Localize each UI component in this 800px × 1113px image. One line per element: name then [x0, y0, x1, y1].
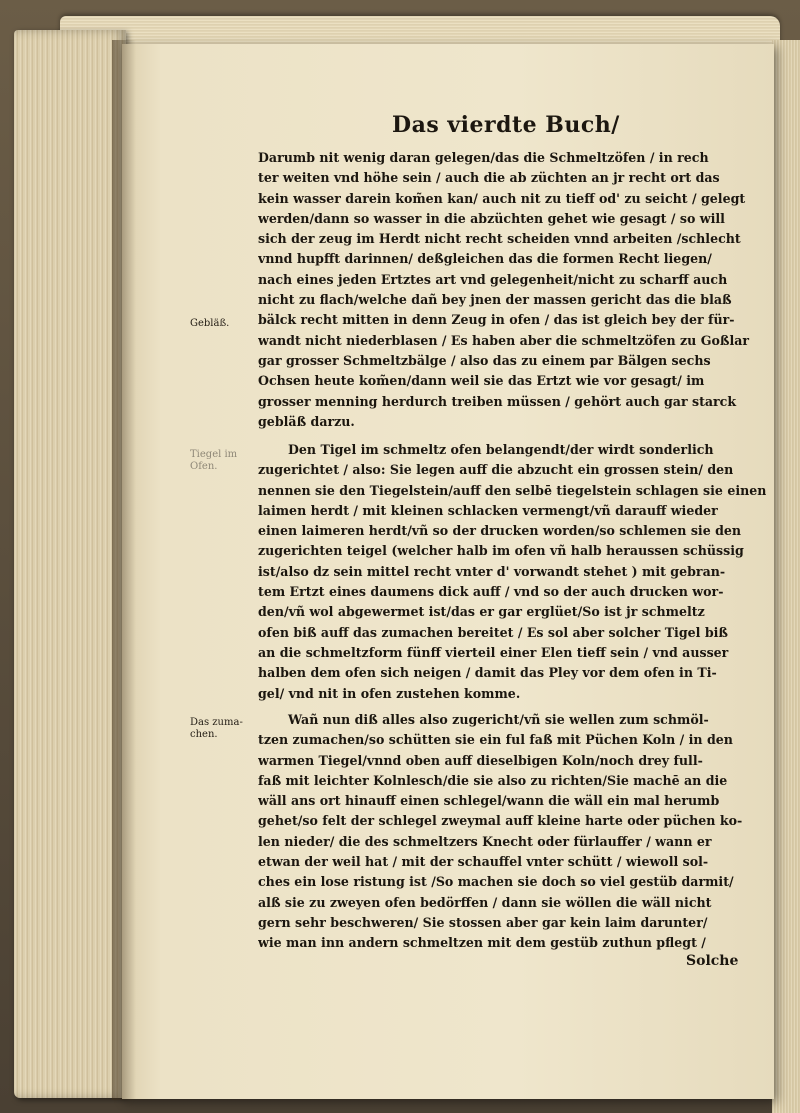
text-line: bälck recht mitten in denn Zeug in ofen / das ist gleich bey der für-: [258, 312, 735, 328]
text-line: Den Tigel im schmeltz ofen belangendt/der wirdt sonderlich: [288, 442, 714, 457]
book-right-edge: [772, 40, 800, 1113]
text-line: ter weiten vnd höhe sein / auch die ab züchten an jr recht ort das: [258, 170, 720, 186]
text-line: wandt nicht niederblasen / Es haben aber die schmeltzöfen zu Goßlar: [258, 332, 750, 348]
text-line: gehet/so felt der schlegel zweymal auff kleine harte oder püchen ko-: [258, 813, 743, 829]
text-line: alß sie zu zweyen ofen bedörffen / dann sie wöllen die wäll nicht: [258, 894, 712, 910]
text-line: tzen zumachen/so schütten sie ein ful faß mit Püchen Koln / in den: [258, 732, 733, 748]
text-line: warmen Tiegel/vnnd oben auff dieselbigen Koln/noch drey full-: [258, 752, 703, 768]
text-line: ofen biß auff das zumachen bereitet / Es sol aber solcher Tigel biß: [258, 624, 728, 640]
text-line: nach eines jeden Ertztes art vnd gelegenheit/nicht zu scharff auch: [258, 271, 728, 287]
text-line: Darumb nit wenig daran gelegen/das die Schmeltzöfen / in rech: [258, 150, 709, 165]
paragraph-1: [258, 148, 766, 432]
text-line: werden/dann so wasser in die abzüchten gehet wie gesagt / so will: [258, 210, 725, 226]
text-line: einen laimeren herdt/vñ so der drucken worden/so schlemen sie den: [258, 523, 742, 539]
marginal-note-tiegel: Tiegel im Ofen.: [190, 449, 238, 472]
text-line: nicht zu flach/welche dañ bey jnen der massen gericht das die blaß: [258, 292, 732, 308]
text-line: Wañ nun diß alles also zugericht/vñ sie wellen zum schmöl-: [288, 712, 709, 727]
text-line: ist/also dz sein mittel recht vnter d' vorwandt stehet ) mit gebran-: [258, 563, 726, 579]
text-line: gern sehr beschweren/ Sie stossen aber gar kein laim darunter/: [258, 914, 708, 930]
text-line: nennen sie den Tiegelstein/auff den selbē tiegelstein schlagen sie einen: [258, 482, 766, 498]
text-line: tem Ertzt eines daumens dick auff / vnd so der auch drucken wor-: [258, 584, 724, 600]
text-line: an die schmeltzform fünff vierteil einer Elen tieff sein / vnd ausser: [258, 644, 729, 660]
text-line: kein wasser darein kom̃en kan/ auch nit zu tieff od' zu seicht / gelegt: [258, 190, 746, 206]
text-line: gel/ vnd nit in ofen zustehen komme.: [258, 685, 521, 701]
text-line: etwan der weil hat / mit der schauffel vnter schütt / wiewoll sol-: [258, 854, 709, 870]
text-line: ches ein lose ristung ist /So machen sie doch so viel gestüb darmit/: [258, 874, 734, 890]
text-line: laimen herdt / mit kleinen schlacken vermengt/vñ darauff wieder: [258, 502, 718, 518]
text-line: halben dem ofen sich neigen / damit das Pley vor dem ofen in Ti-: [258, 665, 717, 681]
text-line: gar grosser Schmeltzbälge / also das zu einem par Bälgen sechs: [258, 352, 711, 368]
catchword: Solche: [686, 953, 739, 969]
text-line: sich der zeug im Herdt nicht recht scheiden vnnd arbeiten /schlecht: [258, 231, 741, 247]
text-line: den/vñ wol abgewermet ist/das er gar erglüet/So ist jr schmeltz: [258, 604, 705, 620]
paragraph-3: [258, 710, 766, 954]
text-line: faß mit leichter Kolnlesch/die sie also zu richten/Sie machē an die: [258, 772, 728, 788]
text-line: vnnd hupfft darinnen/ deßgleichen das die formen Recht liegen/: [258, 251, 712, 267]
gutter-shadow: [112, 40, 136, 1100]
text-line: len nieder/ die des schmeltzers Knecht oder fürlauffer / wann er: [258, 833, 712, 849]
text-line: gebläß darzu.: [258, 413, 355, 429]
running-head: Das vierdte Buch/: [392, 112, 620, 138]
text-line: wie man inn andern schmeltzen mit dem gestüb zuthun pflegt /: [258, 935, 706, 951]
text-line: wäll ans ort hinauff einen schlegel/wann die wäll ein mal herumb: [258, 793, 720, 809]
paragraph-2: [258, 440, 766, 704]
text-line: zugerichten teigel (welcher halb im ofen vñ halb heraussen schüssig: [258, 543, 744, 559]
text-line: Ochsen heute kom̃en/dann weil sie das Ertzt wie vor gesagt/ im: [258, 373, 705, 389]
marginal-note-geblaess: Gebläß.: [190, 318, 230, 329]
marginal-note-zumachen: Das zuma- chen.: [190, 717, 243, 740]
text-line: zugerichtet / also: Sie legen auff die abzucht ein grossen stein/ den: [258, 462, 734, 478]
text-line: grosser menning herdurch treiben müssen / gehört auch gar starck: [258, 393, 737, 409]
book-fore-edge: [14, 30, 126, 1098]
